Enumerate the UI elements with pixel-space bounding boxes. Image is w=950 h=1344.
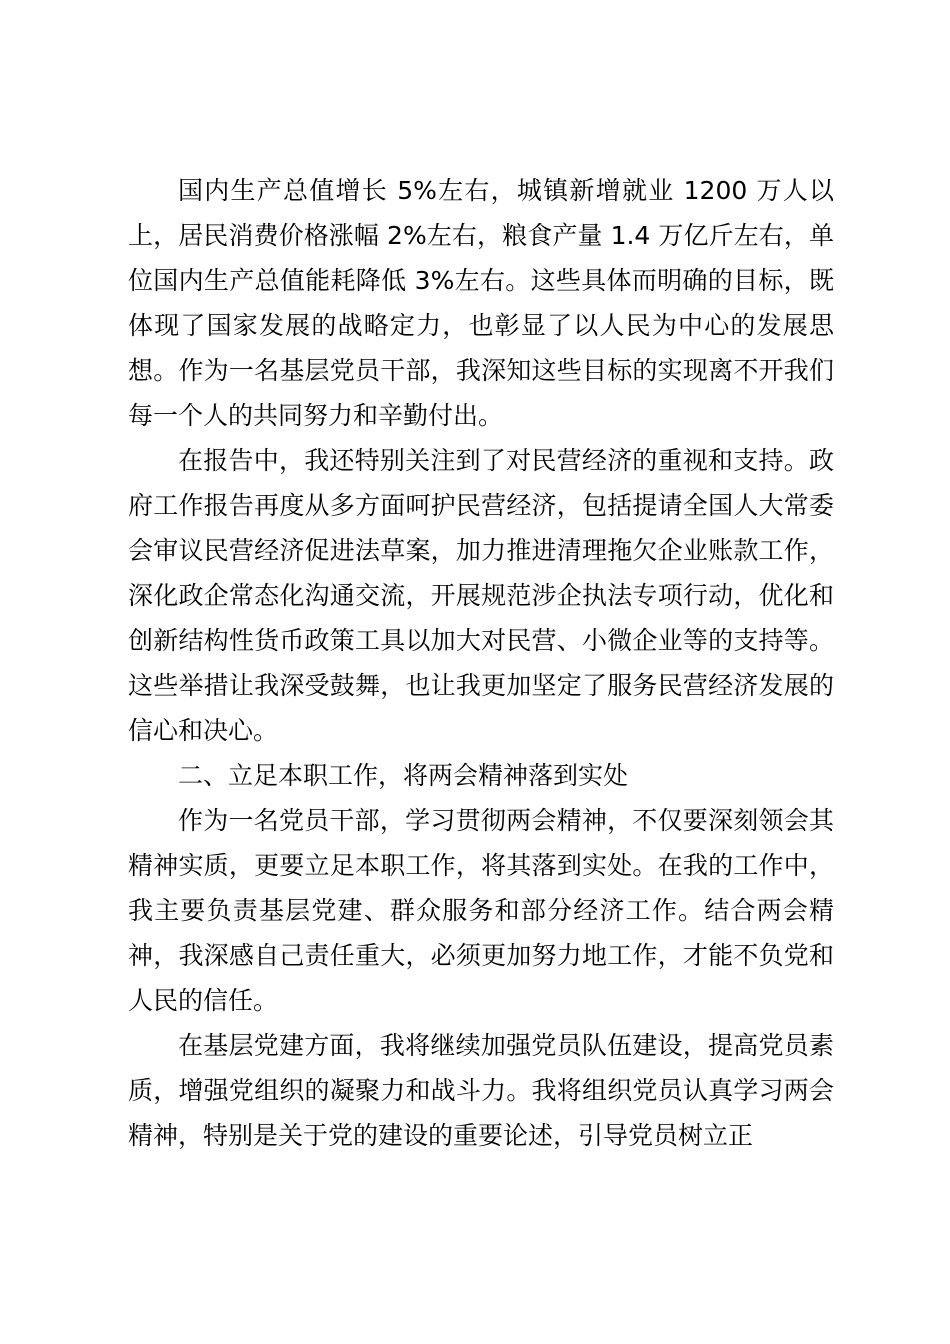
section-heading: 二、立足本职工作，将两会精神落到实处 xyxy=(178,761,629,790)
paragraph-private-economy: 在报告中，我还特别关注到了对民营经济的重视和支持。政府工作报告再度从多方面呵护民营经济，包括提请全国人大常委会审议民营经济促进法草案，加力推进清理拖欠企业账款工作，深化政企常态化沟通交流，开展规范涉企执法专项行动，优化和创新结构性货币政策工具以加大对民营、小微企业等的支持等。这些举措让我深受鼓舞，也让我更加坚定了服务民营经济发展的信心和决心。 xyxy=(128,446,834,745)
document-body xyxy=(128,168,834,1158)
paragraph-party-building: 在基层党建方面，我将继续加强党员队伍建设，提高党员素质，增强党组织的凝聚力和战斗力。我将组织党员认真学习两会精神，特别是关于党的建设的重要论述，引导党员树立正 xyxy=(128,1031,834,1150)
paragraph-party-duty: 作为一名党员干部，学习贯彻两会精神，不仅要深刻领会其精神实质，更要立足本职工作，将其落到实处。在我的工作中，我主要负责基层党建、群众服务和部分经济工作。结合两会精神，我深感自己责任重大，必须更加努力地工作，才能不负党和人民的信任。 xyxy=(128,806,834,1015)
paragraph-economic-targets: 国内生产总值增长 5%左右，城镇新增就业 1200 万人以上，居民消费价格涨幅 2%左右，粮食产量 1.4 万亿斤左右，单位国内生产总值能耗降低 3%左右。这些具体而明确的目标，既体现了国家发展的战略定力，也彰显了以人民为中心的发展思想。作为一名基层党员干部，我深知这些目标的实现离不开我们每一个人的共同努力和辛勤付出。 xyxy=(128,176,834,430)
